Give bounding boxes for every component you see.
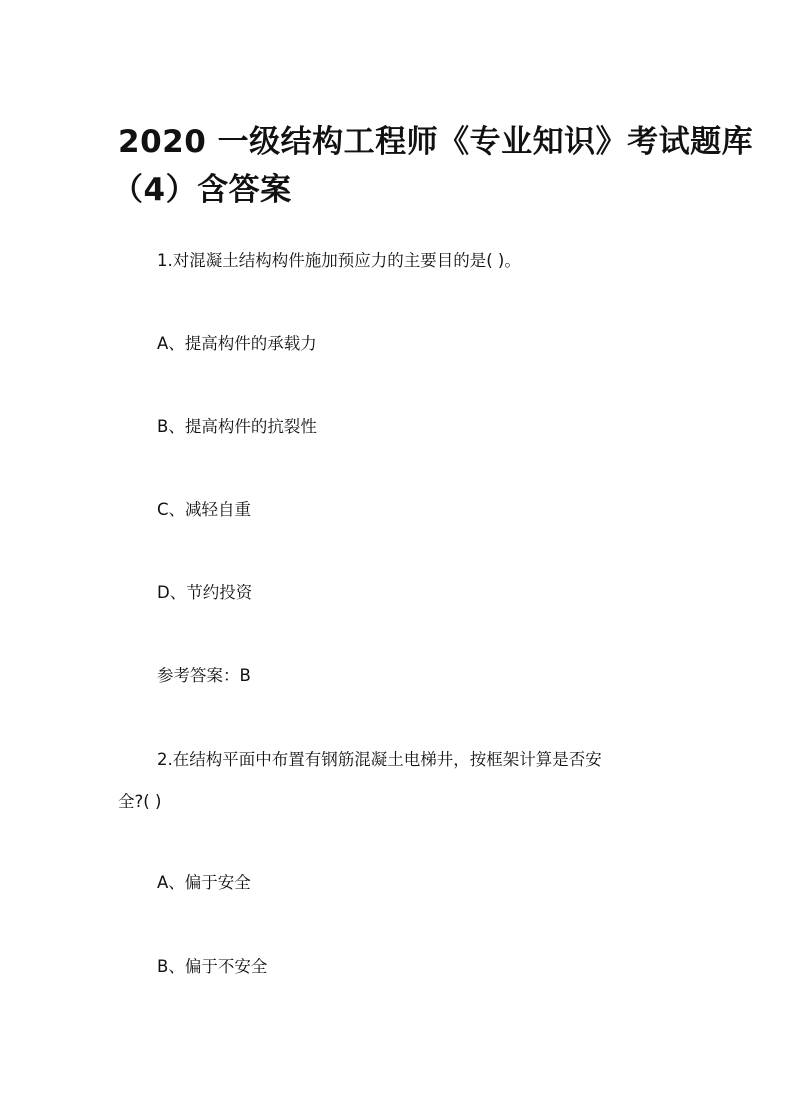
question-1-option-d: D、节约投资: [157, 583, 253, 602]
question-2-stem-line2: 全?( ): [118, 792, 162, 811]
question-2-option-a: A、偏于安全: [157, 873, 251, 892]
document-title-line1: 2020 一级结构工程师《专业知识》考试题库: [118, 124, 754, 160]
question-1-option-a: A、提高构件的承载力: [157, 334, 317, 353]
question-2-stem-line1: 2.在结构平面中布置有钢筋混凝土电梯井，按框架计算是否安: [157, 750, 602, 769]
document-title-line2: （4）含答案: [112, 172, 292, 208]
question-1-stem: 1.对混凝土结构构件施加预应力的主要目的是( )。: [157, 251, 521, 270]
question-1-option-c: C、减轻自重: [157, 500, 252, 519]
question-1-answer: 参考答案：B: [157, 666, 251, 685]
question-1-option-b: B、提高构件的抗裂性: [157, 417, 317, 436]
question-2-option-b: B、偏于不安全: [157, 957, 268, 976]
